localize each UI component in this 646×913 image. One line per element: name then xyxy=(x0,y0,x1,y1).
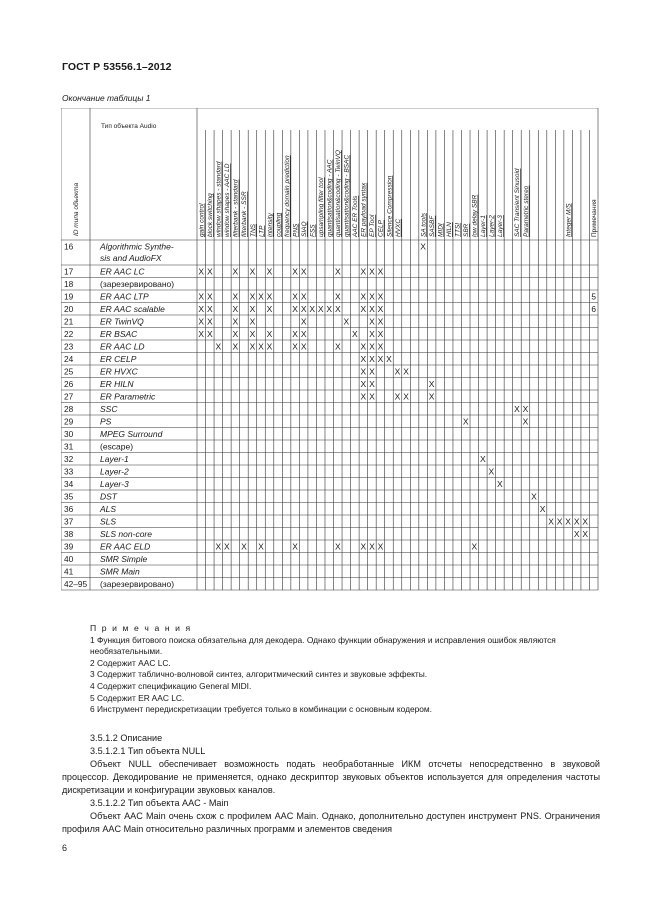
row-id: 27 xyxy=(64,391,74,402)
table-caption: Окончание таблицы 1 xyxy=(62,93,151,103)
tool-header: FSS xyxy=(309,224,317,237)
support-mark: X xyxy=(582,516,589,527)
support-mark: X xyxy=(369,391,375,402)
support-mark: X xyxy=(369,379,375,389)
row-id: 29 xyxy=(64,416,74,427)
support-mark: X xyxy=(258,541,264,552)
support-mark: X xyxy=(292,341,298,352)
row-id: 18 xyxy=(64,279,74,289)
tool-header: upsampling filter tool xyxy=(318,177,326,237)
tool-header: filterbank - SSR xyxy=(241,191,249,237)
row-id: 25 xyxy=(64,366,74,377)
row-name-cont: sis and AudioFX xyxy=(100,253,162,263)
support-mark: X xyxy=(386,354,392,364)
support-mark: X xyxy=(377,341,384,352)
row-id: 36 xyxy=(64,504,74,514)
support-mark: X xyxy=(249,341,256,352)
support-mark: X xyxy=(300,316,307,327)
row-note-ref: 6 xyxy=(591,304,597,314)
tool-header: CELP xyxy=(377,220,385,237)
row-id: 22 xyxy=(64,329,74,339)
support-mark: X xyxy=(582,529,589,539)
support-mark: X xyxy=(403,391,409,402)
tool-header: filterbank - standard xyxy=(232,179,240,237)
tool-header: LTP xyxy=(258,225,266,237)
row-name: Layer-3 xyxy=(100,479,129,489)
support-mark: X xyxy=(360,391,367,402)
row-name: ER AAC ELD xyxy=(100,541,151,552)
support-mark: X xyxy=(531,491,537,502)
support-mark: X xyxy=(369,316,375,327)
tool-header: TNS xyxy=(249,224,257,237)
support-mark: X xyxy=(241,541,247,552)
support-mark: X xyxy=(266,266,273,277)
support-mark: X xyxy=(573,516,580,527)
support-mark: X xyxy=(258,341,264,352)
tool-header: window shapes - AAC LD xyxy=(224,163,232,237)
tool-header: Integer M/S xyxy=(565,203,573,237)
support-mark: X xyxy=(300,341,307,352)
support-mark: X xyxy=(249,316,256,327)
row-id: 16 xyxy=(64,241,74,252)
tool-header: intensity xyxy=(266,213,274,237)
row-name: ER Parametric xyxy=(100,391,156,402)
row-name: Layer-1 xyxy=(100,454,129,464)
row-name: PS xyxy=(100,416,112,427)
support-mark: X xyxy=(360,379,367,389)
support-mark: X xyxy=(377,266,384,277)
paragraph-null: Объект NULL обеспечивает возможность подать необработанные ИКМ отсчеты непосредственно в звуковой процессор. Декодирование не применяется, однако дескриптор звуковых объектов используется для определения частоты дискретизации и конфигурации звуковых каналов. xyxy=(62,759,600,795)
tool-header: HVXC xyxy=(394,218,402,237)
tool-header: low delay SBR xyxy=(471,194,479,237)
support-mark: X xyxy=(198,329,205,339)
row-id: 41 xyxy=(64,566,74,577)
row-id: 38 xyxy=(64,529,74,539)
tool-header: Parametric stereo xyxy=(522,185,530,237)
row-name: (escape) xyxy=(100,441,134,452)
support-mark: X xyxy=(292,304,298,314)
col-header-id: ID типа объекта xyxy=(73,182,80,236)
support-mark: X xyxy=(266,341,273,352)
tool-header: SIAQ xyxy=(300,221,308,237)
support-mark: X xyxy=(556,516,563,527)
row-id: 26 xyxy=(64,379,74,389)
row-name: ER AAC scalable xyxy=(100,304,165,314)
row-id: 24 xyxy=(64,354,74,364)
row-note-ref: 5 xyxy=(591,291,597,302)
support-mark: X xyxy=(360,266,367,277)
support-mark: X xyxy=(249,266,256,277)
tool-header: PNS xyxy=(292,223,300,237)
support-mark: X xyxy=(198,266,205,277)
tool-header: quantisation&coding - TwinVQ xyxy=(335,150,343,237)
tool-header: Layer-2 xyxy=(488,215,496,237)
support-mark: X xyxy=(266,304,273,314)
support-mark: X xyxy=(232,341,239,352)
support-mark: X xyxy=(497,479,503,489)
row-id: 23 xyxy=(64,341,74,352)
tool-header: HILN xyxy=(445,222,453,237)
row-id: 31 xyxy=(64,441,74,452)
support-mark: X xyxy=(360,341,367,352)
support-mark: X xyxy=(266,291,273,302)
support-mark: X xyxy=(249,329,256,339)
section-title-description: 3.5.1.2 Описание xyxy=(90,733,163,743)
tool-header: SAC Transient Sinusoid xyxy=(514,168,522,237)
support-mark: X xyxy=(352,329,358,339)
row-id: 17 xyxy=(64,266,74,277)
support-mark: X xyxy=(369,341,375,352)
row-name: ER BSAC xyxy=(100,329,138,339)
tool-header: gain control xyxy=(198,203,206,237)
support-mark: X xyxy=(206,304,213,314)
support-mark: X xyxy=(206,291,213,302)
support-mark: X xyxy=(369,366,375,377)
support-mark: X xyxy=(377,304,384,314)
tool-header: SA tools xyxy=(420,213,428,237)
support-mark: X xyxy=(394,366,401,377)
support-mark: X xyxy=(360,541,367,552)
tool-header: SBR xyxy=(463,223,471,237)
row-id: 37 xyxy=(64,516,74,527)
row-name: ALS xyxy=(100,504,117,514)
support-mark: X xyxy=(206,329,213,339)
support-mark: X xyxy=(232,266,239,277)
support-mark: X xyxy=(377,354,384,364)
support-mark: X xyxy=(514,404,520,414)
col-header-name: Тип объекта Audio xyxy=(101,123,157,130)
row-name: (зарезервировано) xyxy=(100,579,175,589)
support-mark: X xyxy=(300,304,307,314)
row-name: (зарезервировано) xyxy=(100,279,175,289)
support-mark: X xyxy=(420,241,426,252)
support-mark: X xyxy=(334,541,341,552)
support-mark: X xyxy=(206,266,213,277)
support-mark: X xyxy=(224,541,230,552)
row-name: DST xyxy=(100,491,117,502)
body-text xyxy=(62,732,600,836)
support-mark: X xyxy=(215,541,222,552)
support-mark: X xyxy=(292,291,298,302)
support-mark: X xyxy=(377,316,384,327)
row-name: ER TwinVQ xyxy=(100,316,144,327)
support-mark: X xyxy=(300,291,307,302)
support-mark: X xyxy=(360,366,367,377)
row-id: 28 xyxy=(64,404,74,414)
row-name: ER CELP xyxy=(100,354,137,364)
row-name: ER AAC LC xyxy=(100,266,145,277)
row-name: Algorithmic Synthe- xyxy=(100,241,174,252)
tool-header: Layer-3 xyxy=(497,215,505,237)
support-mark: X xyxy=(369,354,375,364)
row-name: SMR Simple xyxy=(100,554,148,564)
tool-header: Примечания xyxy=(591,199,599,237)
tool-header: quantisation&coding - BSAC xyxy=(343,154,351,237)
row-id: 35 xyxy=(64,491,74,502)
support-mark: X xyxy=(369,291,375,302)
support-mark: X xyxy=(198,304,205,314)
tool-header: MIDI xyxy=(437,223,445,237)
section-title-null: 3.5.1.2.1 Тип объекта NULL xyxy=(90,746,206,756)
support-mark: X xyxy=(198,291,205,302)
note-4: 4 Содержит спецификацию General MIDI. xyxy=(90,680,252,691)
support-mark: X xyxy=(343,316,350,327)
support-mark: X xyxy=(232,304,239,314)
tool-header: AAC ER Tools xyxy=(352,195,360,237)
support-mark: X xyxy=(377,541,384,552)
tool-header: block switching xyxy=(207,193,215,237)
row-name: SMR Main xyxy=(100,566,140,577)
paragraph-aac-main: Объект AAC Main очень схож с профилем AAC Main. Однако, дополнительно доступен инструмент PNS. Ограничения профиля AAC Main относительно различных программ и элементов сведения xyxy=(62,811,600,834)
notes-block xyxy=(90,623,600,716)
support-mark: X xyxy=(232,316,239,327)
support-mark: X xyxy=(360,304,367,314)
standard-number: ГОСТ Р 53556.1–2012 xyxy=(62,61,172,73)
support-mark: X xyxy=(300,266,307,277)
tool-header: quantisation&coding - AAC xyxy=(326,159,334,237)
row-name: SLS xyxy=(100,516,117,527)
support-mark: X xyxy=(249,291,256,302)
row-name: SLS non-core xyxy=(100,529,152,539)
support-mark: X xyxy=(573,529,580,539)
row-name: ER HILN xyxy=(100,379,134,389)
support-mark: X xyxy=(488,466,495,477)
support-mark: X xyxy=(326,304,333,314)
tool-header: TTSI xyxy=(454,222,462,237)
support-mark: X xyxy=(377,291,384,302)
support-mark: X xyxy=(232,291,239,302)
support-mark: X xyxy=(369,541,375,552)
support-mark: X xyxy=(428,391,435,402)
support-mark: X xyxy=(292,266,298,277)
row-name: ER AAC LD xyxy=(100,341,145,352)
support-mark: X xyxy=(232,329,239,339)
object-type-table xyxy=(61,108,601,620)
support-mark: X xyxy=(522,404,529,414)
support-mark: X xyxy=(334,304,341,314)
support-mark: X xyxy=(266,329,273,339)
support-mark: X xyxy=(300,329,307,339)
support-mark: X xyxy=(369,304,375,314)
support-mark: X xyxy=(462,416,469,427)
support-mark: X xyxy=(198,316,205,327)
row-name: ER HVXC xyxy=(100,366,138,377)
support-mark: X xyxy=(394,391,401,402)
support-mark: X xyxy=(539,504,546,514)
row-id: 30 xyxy=(64,429,74,439)
note-2: 2 Содержит AAC LC. xyxy=(90,657,171,668)
support-mark: X xyxy=(360,354,367,364)
tool-header: frequency domain prediction xyxy=(283,155,291,237)
support-mark: X xyxy=(334,266,341,277)
notes-title: П р и м е ч а н и я xyxy=(90,623,192,633)
row-id: 33 xyxy=(64,466,74,477)
support-mark: X xyxy=(369,329,375,339)
note-3: 3 Содержит таблично-волновой синтез, алгоритмический синтез и звуковые эффекты. xyxy=(90,669,428,680)
row-id: 40 xyxy=(64,554,74,564)
row-id: 32 xyxy=(64,454,74,464)
support-mark: X xyxy=(334,291,341,302)
support-mark: X xyxy=(377,329,384,339)
tool-header: ER payload syntax xyxy=(360,182,368,237)
support-mark: X xyxy=(428,379,435,389)
tool-header: window shapes - standard xyxy=(215,161,223,237)
row-id: 21 xyxy=(64,316,74,327)
support-mark: X xyxy=(292,541,298,552)
support-mark: X xyxy=(206,316,213,327)
row-name: Layer-2 xyxy=(100,466,129,477)
support-mark: X xyxy=(317,304,324,314)
support-mark: X xyxy=(369,266,375,277)
support-mark: X xyxy=(258,291,264,302)
support-mark: X xyxy=(360,291,367,302)
support-mark: X xyxy=(249,304,256,314)
tool-header: Silence Compression xyxy=(386,175,394,237)
support-mark: X xyxy=(403,366,409,377)
support-mark: X xyxy=(479,454,486,464)
row-id: 20 xyxy=(64,304,74,314)
row-name: MPEG Surround xyxy=(100,429,163,439)
support-mark: X xyxy=(334,341,341,352)
row-name: SSC xyxy=(100,404,118,414)
tool-header: Layer-1 xyxy=(480,215,488,237)
support-mark: X xyxy=(471,541,478,552)
support-mark: X xyxy=(548,516,554,527)
row-id: 39 xyxy=(64,541,74,552)
tool-header: coupling xyxy=(275,212,283,237)
note-1: 1 Функция битового поиска обязательна для декодера. Однако функции обнаружения и исправления ошибок являются необязательными. xyxy=(90,634,556,657)
support-mark: X xyxy=(215,341,222,352)
support-mark: X xyxy=(565,516,571,527)
tool-header: EP Tool xyxy=(369,214,377,237)
tool-header: SASBF xyxy=(428,215,436,237)
support-mark: X xyxy=(292,329,298,339)
note-5: 5 Содержит ER AAC LC. xyxy=(90,692,185,703)
row-name: ER AAC LTP xyxy=(100,291,149,302)
page-number: 6 xyxy=(62,843,68,853)
row-id: 19 xyxy=(64,291,74,302)
note-6: 6 Инструмент передискретизации требуется только в комбинации с основным кодером. xyxy=(90,704,433,715)
row-id: 34 xyxy=(64,479,74,489)
row-id: 42–95 xyxy=(64,579,88,589)
section-title-aac-main: 3.5.1.2.2 Тип объекта AAC - Main xyxy=(90,798,229,808)
support-mark: X xyxy=(522,416,529,427)
support-mark: X xyxy=(309,304,316,314)
